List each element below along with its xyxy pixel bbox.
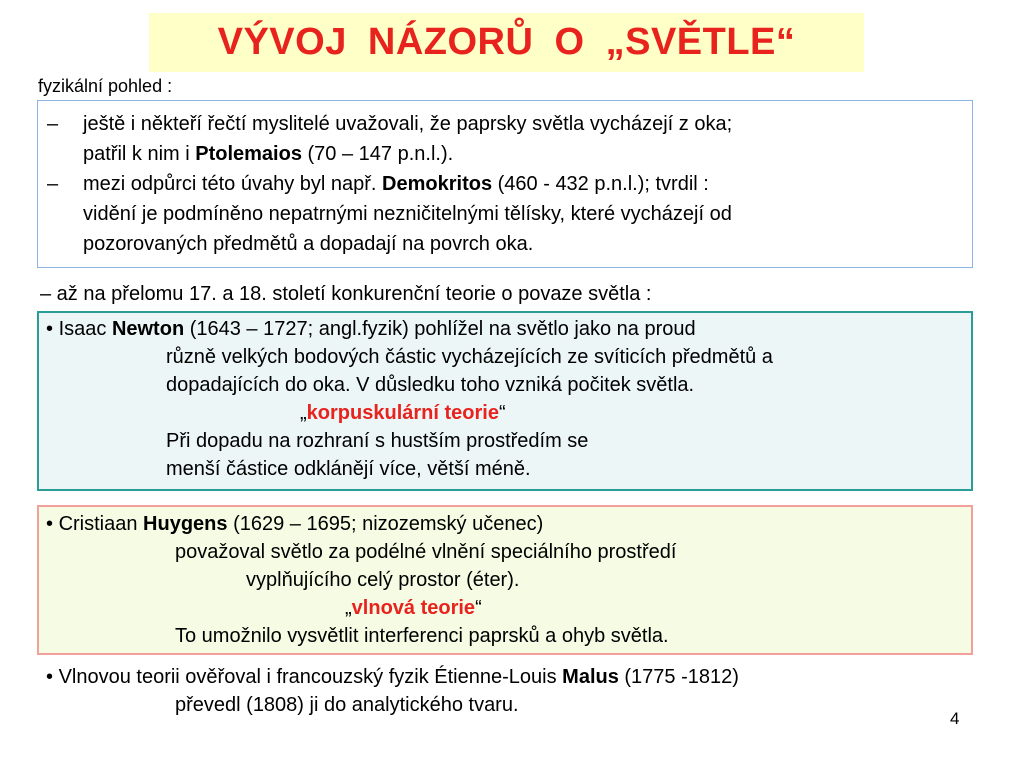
democritus-line-2: vidění je podmíněno nepatrnými nezničitelnými tělísky, které vycházejí od [83,203,732,225]
malus-line-2: převedl (1808) ji do analytického tvaru. [175,694,519,716]
demokritos-name: Demokritos [382,173,493,195]
list-dash: – [47,113,59,135]
newton-line-5: Při dopadu na rozhraní s hustším prostředím se [166,430,589,452]
bullet: • [46,666,54,688]
newton-name: Newton [111,318,185,340]
huygens-line-3: vyplňujícího celý prostor (éter). [246,569,520,591]
bullet: • [46,513,54,535]
list-dash: – [47,173,59,195]
corpuscular-theory-label: „korpuskulární teorie“ [300,402,506,424]
ptolemaios-name: Ptolemaios [195,143,302,165]
huygens-line-1: • Cristiaan Huygens (1629 – 1695; nizozemský učenec) [46,513,544,535]
newton-line-1: • Isaac Newton (1643 – 1727; angl.fyzik) pohlížel na světlo jako na proud [46,318,696,340]
huygens-name: Huygens [143,513,228,535]
title-banner [149,13,864,72]
democritus-line-3: pozorovaných předmětů a dopadají na povrch oka. [83,233,534,255]
wave-theory: vlnová teorie [351,597,476,619]
bullet: • [46,318,54,340]
malus-name: Malus [562,666,619,688]
greek-line-2: patřil k nim i Ptolemaios (70 – 147 p.n.l.). [83,143,454,165]
newton-line-2: různě velkých bodových částic vycházejících ze svíticích předmětů a [166,346,773,368]
page-number: 4 [950,709,960,728]
democritus-line-1: mezi odpůrci této úvahy byl např. Demokritos (460 - 432 p.n.l.); tvrdil : [83,173,709,195]
slide-title: VÝVOJ NÁZORŮ O „SVĚTLE“ [217,21,796,63]
physical-view-label: fyzikální pohled : [38,76,173,96]
corpuscular-theory: korpuskulární teorie [306,402,499,424]
greek-line-1: ještě i někteří řečtí myslitelé uvažovali, že paprsky světla vycházejí z oka; [83,113,733,135]
newton-line-3: dopadajících do oka. V důsledku toho vzniká počitek světla. [166,374,695,396]
huygens-line-5: To umožnilo vysvětlit interferenci paprsků a ohyb světla. [175,625,669,647]
malus-line-1: • Vlnovou teorii ověřoval i francouzský fyzik Étienne-Louis Malus (1775 -1812) [46,666,739,688]
turn-of-century-label: – až na přelomu 17. a 18. století konkurenční teorie o povaze světla : [40,283,652,305]
wave-theory-label: „vlnová teorie“ [345,597,482,619]
newton-line-6: menší částice odklánějí více, větší méně. [166,458,531,480]
huygens-line-2: považoval světlo za podélné vlnění speciálního prostředí [175,541,677,563]
